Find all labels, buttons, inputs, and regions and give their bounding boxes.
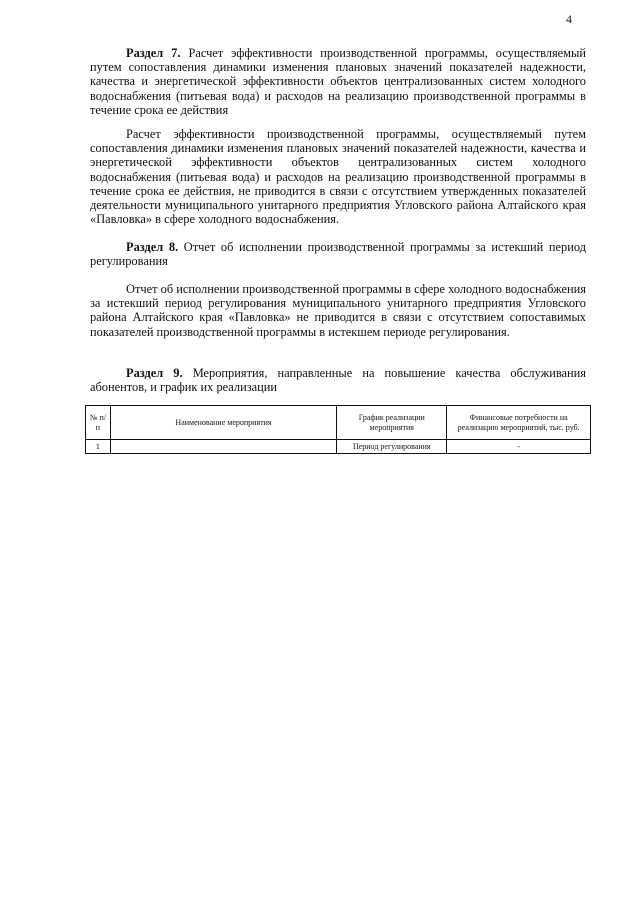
section-8-body: Отчет об исполнении производственной программы в сфере холодного водоснабжения за истекший период регулирования муниципального унитарного предприятия Угловского района Алтайского края «Павловка» не приводится в связи с отсутствием сопоставимых показателей производственной программы в истекшем периоде регулирования. bbox=[90, 282, 586, 339]
section-8-label: Раздел 8. bbox=[126, 240, 179, 254]
header-finance: Финансовые потребности на реализацию мероприятий, тыс. руб. bbox=[447, 406, 591, 440]
section-7-heading bbox=[90, 46, 586, 117]
table-row bbox=[86, 440, 591, 454]
section-9-heading bbox=[90, 366, 586, 394]
cell-number: 1 bbox=[86, 440, 111, 454]
header-number: № п/п bbox=[86, 406, 111, 440]
section-8-heading bbox=[90, 240, 586, 268]
cell-finance: - bbox=[447, 440, 591, 454]
section-7-body: Расчет эффективности производственной программы, осуществляемый путем сопоставления динамики изменения плановых значений показателей надежности, качества и энергетической эффективности объектов централизованных систем холодного водоснабжения (питьевая вода) и расходов на реализацию производственной программы в течение срока ее действия, не приводится в связи с отсутствием утвержденных показателей деятельности муниципального унитарного предприятия Угловского района Алтайского края «Павловка» в сфере холодного водоснабжения. bbox=[90, 127, 586, 227]
section-9-label: Раздел 9. bbox=[126, 366, 183, 380]
section-7-label: Раздел 7. bbox=[126, 46, 181, 60]
section-7-title: Расчет эффективности производственной программы, осуществляемый путем сопоставления динамики изменения плановых значений показателей надежности, качества и энергетической эффективности объектов централизованных систем холодного водоснабжения (питьевая вода) и расходов на реализацию производственной программы в течение срока ее действия bbox=[90, 46, 586, 117]
section-9-title: Мероприятия, направленные на повышение качества обслуживания абонентов, и график их реализации bbox=[90, 366, 586, 395]
cell-event-name bbox=[110, 440, 336, 454]
header-schedule: График реализации мероприятия bbox=[337, 406, 447, 440]
page-number: 4 bbox=[566, 12, 572, 26]
section-8-title: Отчет об исполнении производственной программы за истекший период регулирования bbox=[90, 240, 586, 269]
header-event-name: Наименование мероприятия bbox=[110, 406, 336, 440]
table-header-row bbox=[86, 406, 591, 440]
events-table bbox=[85, 405, 591, 454]
cell-schedule: Период регулирования bbox=[337, 440, 447, 454]
